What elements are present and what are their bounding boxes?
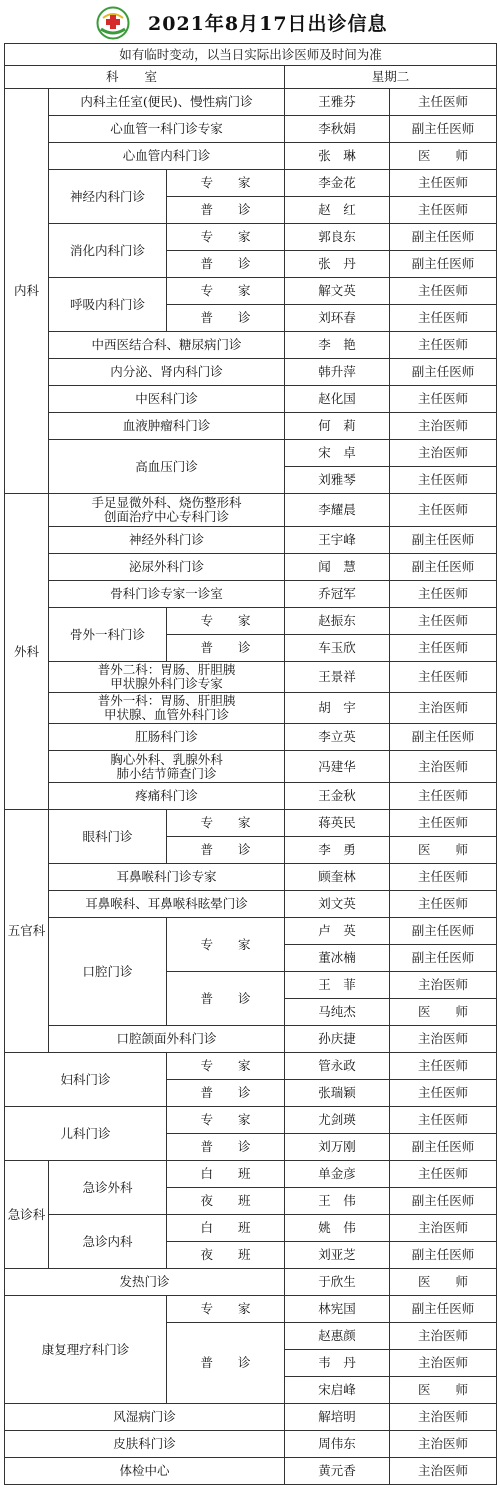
doctor-title: 主治医师: [390, 440, 497, 467]
clinic-name: 骨外一科门诊: [49, 608, 167, 662]
clinic-name: [49, 494, 285, 527]
table-row: [5, 662, 497, 693]
table-row: [5, 810, 497, 837]
doctor-title: 副主任医师: [390, 1296, 497, 1323]
clinic-name: 儿科门诊: [5, 1107, 167, 1161]
doctor-name: 胡 宇: [285, 693, 390, 724]
clinic-name-line: 普外一科：胃肠、肝胆胰: [97, 693, 236, 708]
table-row: [5, 554, 497, 581]
clinic-name: 口腔门诊: [49, 918, 167, 1026]
doctor-title: 主任医师: [390, 1053, 497, 1080]
doctor-name: 蒋英民: [285, 810, 390, 837]
doctor-name: 乔冠军: [285, 581, 390, 608]
table-row: [5, 918, 497, 945]
doctor-name: 刘文英: [285, 891, 390, 918]
doctor-title: 主任医师: [390, 467, 497, 494]
table-row: [5, 170, 497, 197]
clinic-name: 风湿病门诊: [5, 1404, 285, 1431]
clinic-name-line: 胸心外科、乳腺外科: [110, 751, 223, 767]
clinic-name-line: 肺小结节筛查门诊: [116, 765, 217, 781]
shift-type: 专 家: [167, 1107, 285, 1134]
doctor-name: 单金彦: [285, 1161, 390, 1188]
clinic-name: 神经外科门诊: [49, 527, 285, 554]
dept-label: 外科: [5, 494, 49, 810]
table-row: [5, 386, 497, 413]
table-row: [5, 581, 497, 608]
clinic-name-line: 普外二科：胃肠、肝胆胰: [97, 662, 236, 677]
doctor-name: 张 琳: [285, 143, 390, 170]
clinic-name: 妇科门诊: [5, 1053, 167, 1107]
shift-type: 普 诊: [167, 251, 285, 278]
doctor-title: 主治医师: [390, 1458, 497, 1485]
clinic-name: 骨科门诊专家一诊室: [49, 581, 285, 608]
doctor-title: 主治医师: [390, 751, 497, 783]
doctor-name: 董冰楠: [285, 945, 390, 972]
header: [0, 0, 500, 43]
table-row: [5, 608, 497, 635]
doctor-name: 王 伟: [285, 1188, 390, 1215]
schedule-table: [4, 43, 497, 1485]
doctor-name: 郭良东: [285, 224, 390, 251]
doctor-title: 主任医师: [390, 305, 497, 332]
doctor-title: 主任医师: [390, 197, 497, 224]
shift-type: 专 家: [167, 1296, 285, 1323]
shift-type: 专 家: [167, 608, 285, 635]
doctor-name: 尤剑瑛: [285, 1107, 390, 1134]
shift-type: 普 诊: [167, 1323, 285, 1404]
doctor-title: 医 师: [390, 1377, 497, 1404]
doctor-title: 主治医师: [390, 1323, 497, 1350]
doctor-title: 主任医师: [390, 1080, 497, 1107]
doctor-name: 刘环春: [285, 305, 390, 332]
doctor-name: 韦 丹: [285, 1350, 390, 1377]
clinic-name: 内分泌、肾内科门诊: [49, 359, 285, 386]
notice-text: 如有临时变动，以当日实际出诊医师及时间为准: [5, 44, 497, 66]
clinic-name-line: 甲状腺外科门诊专家: [110, 676, 223, 691]
clinic-name: 口腔颌面外科门诊: [49, 1026, 285, 1053]
doctor-name: 李秋娟: [285, 116, 390, 143]
doctor-name: 于欣生: [285, 1269, 390, 1296]
doctor-name: 王雅芬: [285, 89, 390, 116]
doctor-name: 宋 卓: [285, 440, 390, 467]
doctor-name: 张 丹: [285, 251, 390, 278]
clinic-name: 中医科门诊: [49, 386, 285, 413]
clinic-name: 神经内科门诊: [49, 170, 167, 224]
doctor-title: 副主任医师: [390, 918, 497, 945]
doctor-name: 林宪国: [285, 1296, 390, 1323]
table-row: [5, 1458, 497, 1485]
doctor-name: 王 菲: [285, 972, 390, 999]
clinic-name: 呼吸内科门诊: [49, 278, 167, 332]
table-row: [5, 1431, 497, 1458]
hospital-logo-icon: [96, 6, 130, 40]
table-row: [5, 116, 497, 143]
doctor-title: 主任医师: [390, 891, 497, 918]
doctor-title: 副主任医师: [390, 224, 497, 251]
doctor-title: 主任医师: [390, 635, 497, 662]
clinic-name: 血液肿瘤科门诊: [49, 413, 285, 440]
doctor-title: 副主任医师: [390, 359, 497, 386]
clinic-name: 中西医结合科、糖尿病门诊: [49, 332, 285, 359]
shift-type: 专 家: [167, 170, 285, 197]
doctor-name: 赵惠颜: [285, 1323, 390, 1350]
doctor-title: 主治医师: [390, 1350, 497, 1377]
shift-type: 专 家: [167, 1053, 285, 1080]
doctor-name: 王金秋: [285, 783, 390, 810]
shift-type: 普 诊: [167, 1080, 285, 1107]
doctor-name: 车玉欣: [285, 635, 390, 662]
shift-type: 普 诊: [167, 837, 285, 864]
doctor-title: 主治医师: [390, 693, 497, 724]
table-row: [5, 440, 497, 467]
doctor-name: 周伟东: [285, 1431, 390, 1458]
dept-header: 科室: [5, 66, 285, 89]
clinic-name: 内科主任室(便民)、慢性病门诊: [49, 89, 285, 116]
shift-type: 专 家: [167, 278, 285, 305]
table-row: [5, 783, 497, 810]
clinic-name: 肛肠科门诊: [49, 724, 285, 751]
doctor-title: 副主任医师: [390, 724, 497, 751]
clinic-name: [49, 751, 285, 783]
doctor-title: 主任医师: [390, 1107, 497, 1134]
doctor-title: 副主任医师: [390, 251, 497, 278]
doctor-title: 主任医师: [390, 386, 497, 413]
doctor-name: 王景祥: [285, 662, 390, 693]
doctor-name: 赵振东: [285, 608, 390, 635]
doctor-name: 宋启峰: [285, 1377, 390, 1404]
doctor-name: 闻 慧: [285, 554, 390, 581]
table-row: [5, 1107, 497, 1134]
note-row: [5, 44, 497, 66]
doctor-name: 王宇峰: [285, 527, 390, 554]
doctor-name: 赵化国: [285, 386, 390, 413]
doctor-name: 姚 伟: [285, 1215, 390, 1242]
doctor-title: 主治医师: [390, 1215, 497, 1242]
table-row: [5, 864, 497, 891]
shift-type: 白 班: [167, 1215, 285, 1242]
doctor-title: 副主任医师: [390, 1134, 497, 1161]
clinic-name: 耳鼻喉科、耳鼻喉科眩晕门诊: [49, 891, 285, 918]
doctor-name: 李立英: [285, 724, 390, 751]
clinic-name: 急诊内科: [49, 1215, 167, 1269]
dept-label: 内科: [5, 89, 49, 494]
doctor-title: 医 师: [390, 837, 497, 864]
table-row: [5, 359, 497, 386]
doctor-title: 主任医师: [390, 89, 497, 116]
day-header: 星期二: [285, 66, 497, 89]
table-row: [5, 1053, 497, 1080]
shift-type: 夜 班: [167, 1188, 285, 1215]
table-row: [5, 89, 497, 116]
doctor-name: 刘亚芝: [285, 1242, 390, 1269]
clinic-name: [49, 662, 285, 693]
doctor-title: 医 师: [390, 999, 497, 1026]
shift-type: 白 班: [167, 1161, 285, 1188]
doctor-name: 赵 红: [285, 197, 390, 224]
shift-type: 普 诊: [167, 197, 285, 224]
clinic-name: 康复理疗科门诊: [5, 1296, 167, 1404]
table-row: [5, 494, 497, 527]
shift-type: 普 诊: [167, 972, 285, 1026]
table-row: [5, 224, 497, 251]
doctor-title: 主任医师: [390, 864, 497, 891]
doctor-name: 顾奎林: [285, 864, 390, 891]
table-row: [5, 1269, 497, 1296]
doctor-title: 主任医师: [390, 810, 497, 837]
doctor-name: 张瑞颖: [285, 1080, 390, 1107]
dept-label: 急诊科: [5, 1161, 49, 1269]
doctor-title: 主治医师: [390, 1026, 497, 1053]
doctor-name: 刘雅琴: [285, 467, 390, 494]
doctor-name: 刘万刚: [285, 1134, 390, 1161]
doctor-title: 主任医师: [390, 1161, 497, 1188]
clinic-name: 高血压门诊: [49, 440, 285, 494]
clinic-name: 泌尿外科门诊: [49, 554, 285, 581]
doctor-name: 卢 英: [285, 918, 390, 945]
doctor-title: 主任医师: [390, 170, 497, 197]
table-row: [5, 413, 497, 440]
clinic-name-line: 手足显微外科、烧伤整形科: [91, 495, 242, 510]
header-row: [5, 66, 497, 89]
clinic-name: 消化内科门诊: [49, 224, 167, 278]
clinic-name: 发热门诊: [5, 1269, 285, 1296]
clinic-name: 心血管一科门诊专家: [49, 116, 285, 143]
clinic-name: 眼科门诊: [49, 810, 167, 864]
doctor-title: 医 师: [390, 1269, 497, 1296]
clinic-name: 疼痛科门诊: [49, 783, 285, 810]
doctor-name: 李 勇: [285, 837, 390, 864]
doctor-title: 主治医师: [390, 1404, 497, 1431]
doctor-title: 主治医师: [390, 1431, 497, 1458]
shift-type: 普 诊: [167, 1134, 285, 1161]
doctor-title: 主任医师: [390, 783, 497, 810]
doctor-name: 管永政: [285, 1053, 390, 1080]
page-title: 2021年8月17日出诊信息: [148, 13, 388, 35]
shift-type: 普 诊: [167, 305, 285, 332]
doctor-title: 主任医师: [390, 608, 497, 635]
doctor-title: 主治医师: [390, 413, 497, 440]
table-row: [5, 143, 497, 170]
doctor-name: 李耀晨: [285, 494, 390, 527]
doctor-title: 医 师: [390, 143, 497, 170]
table-row: [5, 751, 497, 783]
shift-type: 专 家: [167, 224, 285, 251]
doctor-title: 副主任医师: [390, 945, 497, 972]
doctor-title: 主任医师: [390, 581, 497, 608]
clinic-name-line: 甲状腺、血管外科门诊: [103, 707, 229, 722]
doctor-name: 马纯杰: [285, 999, 390, 1026]
doctor-title: 主任医师: [390, 278, 497, 305]
clinic-name: 心血管内科门诊: [49, 143, 285, 170]
doctor-title: 主任医师: [390, 662, 497, 693]
doctor-name: 韩升萍: [285, 359, 390, 386]
doctor-title: 副主任医师: [390, 554, 497, 581]
doctor-name: 孙庆捷: [285, 1026, 390, 1053]
doctor-name: 黄元香: [285, 1458, 390, 1485]
doctor-title: 主治医师: [390, 972, 497, 999]
doctor-title: 副主任医师: [390, 116, 497, 143]
doctor-title: 副主任医师: [390, 1242, 497, 1269]
shift-type: 专 家: [167, 810, 285, 837]
shift-type: 普 诊: [167, 635, 285, 662]
table-row: [5, 527, 497, 554]
table-row: [5, 1161, 497, 1188]
doctor-name: 李 艳: [285, 332, 390, 359]
clinic-name: [49, 693, 285, 724]
doctor-name: 冯建华: [285, 751, 390, 783]
table-row: [5, 1296, 497, 1323]
table-row: [5, 278, 497, 305]
dept-label: 五官科: [5, 810, 49, 1053]
doctor-name: 解培明: [285, 1404, 390, 1431]
table-row: [5, 724, 497, 751]
shift-type: 专 家: [167, 918, 285, 972]
doctor-name: 解文英: [285, 278, 390, 305]
table-row: [5, 332, 497, 359]
table-row: [5, 1404, 497, 1431]
table-row: [5, 891, 497, 918]
clinic-name: 急诊外科: [49, 1161, 167, 1215]
table-row: [5, 1026, 497, 1053]
clinic-name: 体检中心: [5, 1458, 285, 1485]
doctor-title: 主任医师: [390, 332, 497, 359]
table-row: [5, 1215, 497, 1242]
doctor-title: 副主任医师: [390, 1188, 497, 1215]
doctor-name: 李金花: [285, 170, 390, 197]
doctor-title: 主任医师: [390, 494, 497, 527]
clinic-name: 皮肤科门诊: [5, 1431, 285, 1458]
clinic-name-line: 创面治疗中心专科门诊: [103, 509, 229, 524]
shift-type: 夜 班: [167, 1242, 285, 1269]
doctor-title: 副主任医师: [390, 527, 497, 554]
table-row: [5, 693, 497, 724]
clinic-name: 耳鼻喉科门诊专家: [49, 864, 285, 891]
doctor-name: 何 莉: [285, 413, 390, 440]
